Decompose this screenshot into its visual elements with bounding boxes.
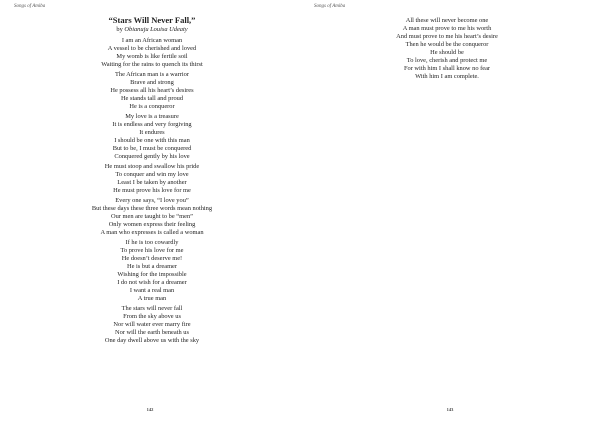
- poem-line: My womb is like fertile soil: [116, 53, 188, 60]
- poem-line: I do not wish for a dreamer: [117, 279, 187, 286]
- poem-line: Conquered gently by his love: [114, 153, 190, 160]
- stanza: [355, 17, 539, 81]
- poem-line: Every one says, “I love you”: [115, 197, 189, 204]
- poem-line: A vessel to be cherished and loved: [107, 45, 197, 52]
- poem-line: Nor will water ever marry fire: [113, 321, 191, 328]
- poem-line: I want a real man: [129, 287, 175, 294]
- poem-line: Brave and strong: [130, 79, 174, 86]
- poem-column: [355, 17, 539, 83]
- poem-line: With him I am complete.: [415, 73, 479, 80]
- poem-line: Only women express their feeling: [108, 221, 196, 228]
- stanza: [40, 113, 264, 161]
- poem-line: One day dwell above us with the sky: [104, 337, 200, 344]
- poem-line: To conquer and win my love: [115, 171, 189, 178]
- poem-line: He is but a dreamer: [126, 263, 178, 270]
- stanza: [40, 197, 264, 237]
- poem-line: All these will never become one: [405, 17, 489, 24]
- byline: [40, 25, 264, 35]
- poem-line: A man who expresses is called a woman: [100, 229, 204, 236]
- poem-title: “Stars Will Never Fall,”: [108, 15, 196, 25]
- poem-line: A true man: [137, 295, 167, 302]
- poem-line: A man must prove to me his worth: [402, 25, 492, 32]
- byline-prefix: by: [116, 26, 123, 33]
- page-number: 142: [146, 407, 154, 412]
- poem-line: The stars will never fall: [121, 305, 183, 312]
- running-header: Songs of Amiba: [14, 4, 46, 9]
- poem-line: For with him I shall know no fear: [403, 65, 491, 72]
- poem-body: [355, 17, 539, 81]
- poem-line: Then he would be the conqueror: [405, 41, 489, 48]
- poem-line: He is a conqueror: [129, 103, 175, 110]
- poem-body: [40, 37, 264, 345]
- poem-line: And must prove to me his heart’s desire: [396, 33, 498, 40]
- stanza: [40, 71, 264, 111]
- poem-line: If he is too cowardly: [125, 239, 179, 246]
- poem-line: Nor will the earth beneath us: [114, 329, 189, 336]
- poem-line: He stands tall and proud: [120, 95, 184, 102]
- poem-line: My love is a treasure: [125, 113, 179, 120]
- running-header: Songs of Amiba: [314, 4, 346, 9]
- poem-line: Least I be taken by another: [117, 179, 187, 186]
- poem-line: It endures: [139, 129, 165, 136]
- poem-line: From the sky above us: [123, 313, 181, 320]
- poem-line: He possess all his heart’s desires: [110, 87, 194, 94]
- poem-line: He should be: [430, 49, 464, 56]
- stanza: [40, 305, 264, 345]
- poem-line: Our men are taught to be “men”: [111, 213, 193, 220]
- stanza: [40, 239, 264, 303]
- page-number: 143: [446, 407, 454, 412]
- author-name: Obianuju Louisa Udeaty: [124, 26, 188, 33]
- stanza: [40, 163, 264, 195]
- right-page: [300, 0, 600, 424]
- poem-line: It is endless and very forgiving: [112, 121, 192, 128]
- stanza: [40, 37, 264, 69]
- poem-line: He must stoop and swallow his pride: [104, 163, 200, 170]
- poem-line: He must prove his love for me: [113, 187, 191, 194]
- poem-line: I am an African woman: [121, 37, 183, 44]
- poem-line: To love, cherish and protect me: [406, 57, 488, 64]
- poem-column: [40, 15, 264, 347]
- poem-line: Wishing for the impossible: [117, 271, 187, 278]
- poem-line: But these days these three words mean nothing: [91, 205, 213, 212]
- poem-line: Waiting for the rains to quench its thirst: [101, 61, 203, 68]
- poem-line: He doesn’t deserve me!: [121, 255, 183, 262]
- poem-line: But to be, I must be conquered: [112, 145, 192, 152]
- poem-line: The African man is a warrior: [115, 71, 189, 78]
- poem-line: To prove his love for me: [120, 247, 184, 254]
- poem-line: I should be one with this man: [114, 137, 190, 144]
